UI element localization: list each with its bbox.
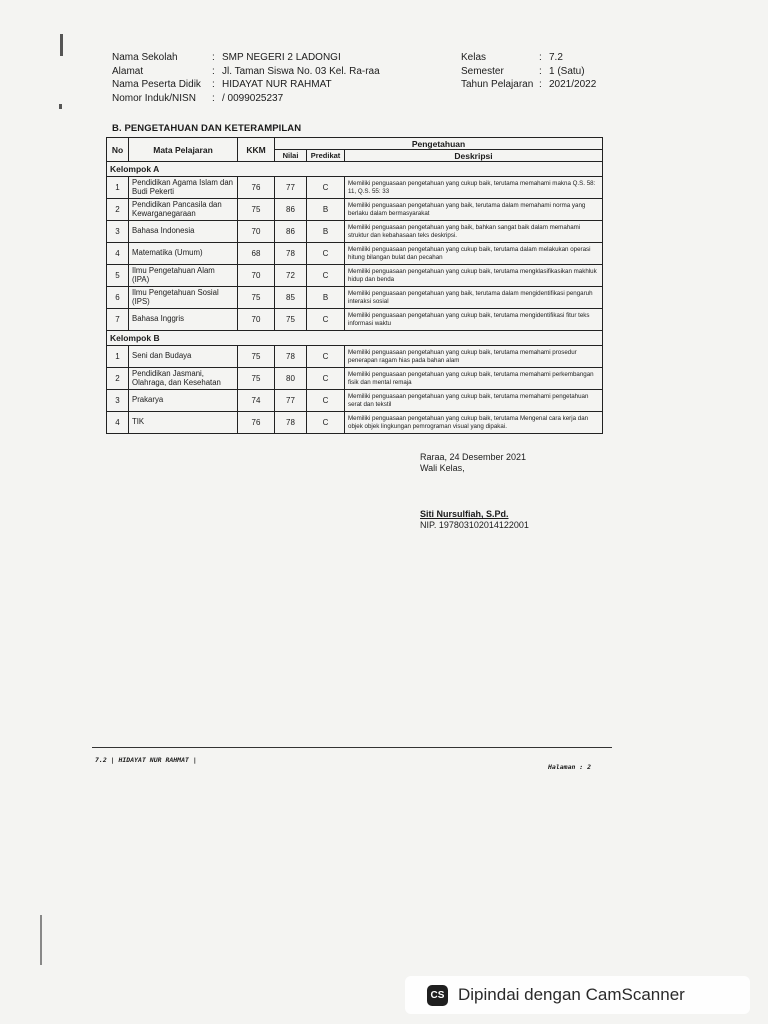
score-value: 72 <box>275 265 307 287</box>
kkm-value: 74 <box>238 390 275 412</box>
signature-role: Wali Kelas, <box>420 463 465 473</box>
watermark-text: Dipindai dengan CamScanner <box>458 985 685 1004</box>
header-knowledge: Pengetahuan <box>275 138 603 150</box>
info-label: Nomor Induk/NISN <box>112 92 196 104</box>
subject-name: TIK <box>129 412 238 434</box>
subject-name: Bahasa Indonesia <box>129 221 238 243</box>
header-subject: Mata Pelajaran <box>129 138 238 162</box>
row-number: 4 <box>107 412 129 434</box>
info-separator: : <box>212 79 215 90</box>
description-text: Memiliki penguasaan pengetahuan yang baik, bahkan sangat baik dalam memahami struktur dan kebahasaan teks deskripsi. <box>345 221 603 243</box>
info-value: 7.2 <box>549 52 563 63</box>
footer-student-label: 7.2 | HIDAYAT NUR RAHMAT | <box>95 756 197 764</box>
kkm-value: 76 <box>238 177 275 199</box>
info-separator: : <box>539 52 542 63</box>
kkm-value: 76 <box>238 412 275 434</box>
row-number: 2 <box>107 199 129 221</box>
predicate-value: B <box>307 199 345 221</box>
table-row <box>107 287 603 309</box>
info-value: HIDAYAT NUR RAHMAT <box>222 79 332 90</box>
score-value: 80 <box>275 368 307 390</box>
description-text: Memiliki penguasaan pengetahuan yang cukup baik, terutama dalam melakukan operasi hitung bilangan bulat dan pecahan <box>345 243 603 265</box>
description-text: Memiliki penguasaan pengetahuan yang cukup baik, terutama mengidentifikasi fitur teks informasi waktu <box>345 309 603 331</box>
kkm-value: 75 <box>238 287 275 309</box>
subject-name: Pendidikan Agama Islam dan Budi Pekerti <box>129 177 238 199</box>
subject-name: Bahasa Inggris <box>129 309 238 331</box>
scan-artifact-mark <box>59 104 62 109</box>
row-number: 7 <box>107 309 129 331</box>
camscanner-logo-icon: CS <box>427 985 448 1006</box>
info-row <box>461 51 596 65</box>
header-score: Nilai <box>275 150 307 162</box>
header-kkm: KKM <box>238 138 275 162</box>
info-separator: : <box>539 65 542 77</box>
info-separator: : <box>212 52 215 63</box>
scan-artifact-mark <box>60 34 63 56</box>
row-number: 5 <box>107 265 129 287</box>
info-value: Jl. Taman Siswa No. 03 Kel. Ra-raa <box>222 65 380 77</box>
table-row <box>107 177 603 199</box>
score-value: 86 <box>275 221 307 243</box>
signature-place-date: Raraa, 24 Desember 2021 <box>420 452 527 462</box>
row-number: 3 <box>107 390 129 412</box>
group-label: Kelompok B <box>107 331 603 346</box>
score-value: 86 <box>275 199 307 221</box>
row-number: 2 <box>107 368 129 390</box>
row-number: 1 <box>107 177 129 199</box>
table-row <box>107 243 603 265</box>
predicate-value: C <box>307 243 345 265</box>
group-label: Kelompok A <box>107 162 603 177</box>
score-value: 78 <box>275 346 307 368</box>
table-row <box>107 412 603 434</box>
header-description: Deskripsi <box>345 150 603 162</box>
info-row <box>112 78 380 92</box>
table-row <box>107 368 603 390</box>
info-value: SMP NEGERI 2 LADONGI <box>222 52 341 63</box>
description-text: Memiliki penguasaan pengetahuan yang baik, terutama dalam mengidentifikasi pengaruh interaksi sosial <box>345 287 603 309</box>
predicate-value: C <box>307 309 345 331</box>
predicate-value: C <box>307 412 345 434</box>
description-text: Memiliki penguasaan pengetahuan yang cukup baik, terutama mengklasifikasikan makhluk hidup dan benda <box>345 265 603 287</box>
subject-name: Seni dan Budaya <box>129 346 238 368</box>
student-info-right <box>461 51 596 92</box>
footer-divider <box>92 747 612 748</box>
description-text: Memiliki penguasaan pengetahuan yang cukup baik, terutama memahami makna Q.S. 58: 11, Q.S. 55: 33 <box>345 177 603 199</box>
table-row <box>107 265 603 287</box>
info-label: Kelas <box>461 52 487 63</box>
table-row <box>107 390 603 412</box>
score-value: 78 <box>275 412 307 434</box>
header-no: No <box>107 138 129 162</box>
info-separator: : <box>212 92 215 104</box>
info-label: Alamat <box>112 65 144 77</box>
info-row <box>112 92 380 106</box>
group-row <box>107 162 603 177</box>
subject-name: Ilmu Pengetahuan Sosial (IPS) <box>129 287 238 309</box>
kkm-value: 75 <box>238 199 275 221</box>
kkm-value: 68 <box>238 243 275 265</box>
row-number: 4 <box>107 243 129 265</box>
score-value: 75 <box>275 309 307 331</box>
kkm-value: 75 <box>238 346 275 368</box>
table-row <box>107 199 603 221</box>
student-info-left <box>112 51 380 105</box>
predicate-value: B <box>307 221 345 243</box>
info-row <box>461 65 596 79</box>
score-value: 85 <box>275 287 307 309</box>
row-number: 3 <box>107 221 129 243</box>
scan-artifact-mark <box>40 915 42 965</box>
description-text: Memiliki penguasaan pengetahuan yang cukup baik, terutama memahami prosedur penerapan ragam hias pada bahan alam <box>345 346 603 368</box>
table-row <box>107 309 603 331</box>
predicate-value: C <box>307 390 345 412</box>
subject-name: Pendidikan Pancasila dan Kewarganegaraan <box>129 199 238 221</box>
subject-name: Ilmu Pengetahuan Alam (IPA) <box>129 265 238 287</box>
section-title: B. PENGETAHUAN DAN KETERAMPILAN <box>112 123 302 134</box>
info-row <box>461 78 596 92</box>
info-value: 2021/2022 <box>549 79 597 90</box>
footer-page-number: Halaman : 2 <box>548 763 592 771</box>
predicate-value: C <box>307 265 345 287</box>
info-value: 1 (Satu) <box>549 65 585 77</box>
group-row <box>107 331 603 346</box>
info-label: Semester <box>461 65 504 77</box>
description-text: Memiliki penguasaan pengetahuan yang cukup baik, terutama memahami perkembangan fisik dan mental remaja <box>345 368 603 390</box>
kkm-value: 75 <box>238 368 275 390</box>
subject-name: Matematika (Umum) <box>129 243 238 265</box>
info-separator: : <box>212 65 215 77</box>
predicate-value: C <box>307 177 345 199</box>
info-value: / 0099025237 <box>222 92 284 104</box>
info-label: Nama Sekolah <box>112 52 178 63</box>
score-value: 77 <box>275 390 307 412</box>
score-value: 77 <box>275 177 307 199</box>
grades-table <box>106 137 603 434</box>
signature-name: Siti Nursulfiah, S.Pd. <box>420 509 509 519</box>
table-row <box>107 346 603 368</box>
info-label: Tahun Pelajaran <box>461 79 534 90</box>
predicate-value: B <box>307 287 345 309</box>
header-predicate: Predikat <box>307 150 345 162</box>
kkm-value: 70 <box>238 309 275 331</box>
row-number: 6 <box>107 287 129 309</box>
info-label: Nama Peserta Didik <box>112 79 201 90</box>
info-row <box>112 51 380 65</box>
camscanner-watermark <box>405 976 750 1014</box>
kkm-value: 70 <box>238 265 275 287</box>
row-number: 1 <box>107 346 129 368</box>
table-row <box>107 221 603 243</box>
predicate-value: C <box>307 368 345 390</box>
signature-nip: NIP. 197803102014122001 <box>420 520 529 530</box>
score-value: 78 <box>275 243 307 265</box>
kkm-value: 70 <box>238 221 275 243</box>
predicate-value: C <box>307 346 345 368</box>
description-text: Memiliki penguasaan pengetahuan yang cukup baik, terutama Mengenal cara kerja dan objek objek lingkungan pemrograman visual yang dipakai. <box>345 412 603 434</box>
description-text: Memiliki penguasaan pengetahuan yang baik, terutama dalam memahami norma yang berlaku dalam bermasyarakat <box>345 199 603 221</box>
subject-name: Pendidikan Jasmani, Olahraga, dan Kesehatan <box>129 368 238 390</box>
description-text: Memiliki penguasaan pengetahuan yang cukup baik, terutama memahami pengetahuan serat dan tekstil <box>345 390 603 412</box>
subject-name: Prakarya <box>129 390 238 412</box>
info-row <box>112 65 380 79</box>
signature-block <box>420 452 529 531</box>
info-separator: : <box>539 79 542 90</box>
